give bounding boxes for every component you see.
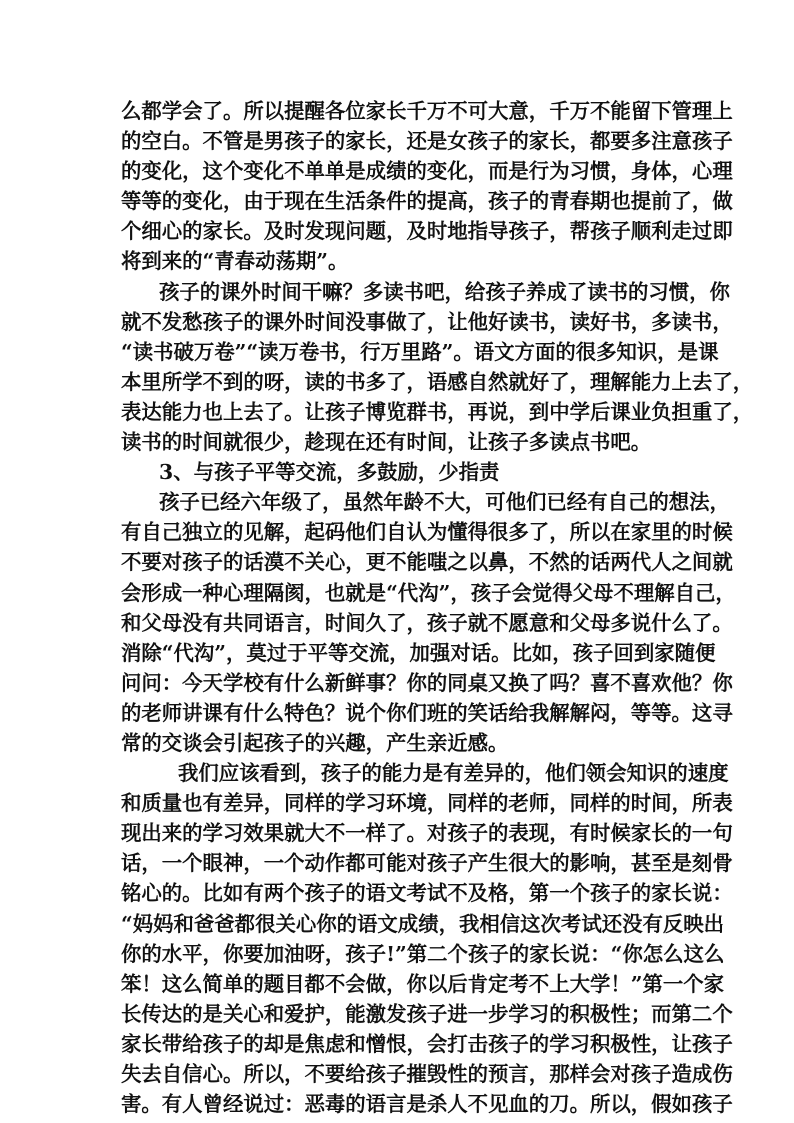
text-line: 本里所学不到的呀，读的书多了，语感自然就好了，理解能力上去了，: [121, 369, 754, 394]
text-line: 失去自信心。所以，不要给孩子摧毁性的预言，那样会对孩子造成伤: [121, 1062, 733, 1086]
text-line: “读书破万卷”“读万卷书，行万里路”。语文方面的很多知识，是课: [121, 339, 719, 364]
paragraph-first-line: 孩子的课外时间干嘛？多读书吧，给孩子养成了读书的习惯，你: [159, 279, 730, 304]
text-line: 不要对孩子的话漠不关心，更不能嗤之以鼻，不然的话两代人之间就: [121, 550, 733, 575]
section-heading: 3、与孩子平等交流，多鼓励，少指责: [159, 460, 500, 485]
text-line: “妈妈和爸爸都很关心你的语文成绩，我相信这次考试还没有反映出: [121, 911, 725, 936]
text-line: 和父母没有共同语言，时间久了，孩子就不愿意和父母多说什么了。: [121, 610, 733, 635]
text-line: 个细心的家长。及时发现问题，及时地指导孩子，帮孩子顺利走过即: [121, 219, 733, 244]
text-line: 笨！这么简单的题目都不会做，你以后肯定考不上大学！”第一个家: [121, 971, 725, 996]
text-line: 常的交谈会引起孩子的兴趣，产生亲近感。: [121, 730, 509, 755]
text-line: 就不发愁孩子的课外时间没事做了，让他好读书，读好书，多读书，: [121, 309, 733, 334]
text-line: 和质量也有差异，同样的学习环境，同样的老师，同样的时间，所表: [121, 791, 733, 816]
paragraph-first-line: 孩子已经六年级了，虽然年龄不大，可他们已经有自己的想法，: [159, 490, 730, 515]
text-line: 等等的变化，由于现在生活条件的提高，孩子的青春期也提前了，做: [121, 189, 733, 214]
paragraph-first-line: 我们应该看到，孩子的能力是有差异的，他们领会知识的速度: [178, 761, 729, 786]
text-line: 会形成一种心理隔阂，也就是“代沟”，孩子会觉得父母不理解自己，: [121, 580, 736, 605]
text-line: 将到来的“青春动荡期”。: [121, 249, 349, 274]
text-line: 铭心的。比如有两个孩子的语文考试不及格，第一个孩子的家长说：: [121, 881, 733, 906]
text-line: 表达能力也上去了。让孩子博览群书，再说，到中学后课业负担重了，: [121, 399, 754, 424]
text-line: 的老师讲课有什么特色？说个你们班的笑话给我解解闷，等等。这寻: [121, 700, 733, 725]
text-line: 长传达的是关心和爱护，能激发孩子进一步学习的积极性；而第二个: [121, 1001, 733, 1026]
text-line: 你的水平，你要加油呀，孩子!”第二个孩子的家长说：“你怎么这么: [121, 941, 725, 966]
text-line: 问问：今天学校有什么新鲜事？你的同桌又换了吗？喜不喜欢他？你: [121, 670, 733, 695]
text-line: 么都学会了。所以提醒各位家长千万不可大意，千万不能留下管理上: [121, 99, 733, 123]
text-line: 读书的时间就很少，趁现在还有时间，让孩子多读点书吧。: [121, 430, 652, 455]
body-text: [121, 96, 754, 1119]
text-line: 的变化，这个变化不单单是成绩的变化，而是行为习惯，身体，心理: [121, 159, 733, 184]
text-line: 害。有人曾经说过：恶毒的语言是杀人不见血的刀。所以，假如孩子: [121, 1092, 733, 1117]
text-line: 有自己独立的见解，起码他们自认为懂得很多了，所以在家里的时候: [121, 520, 733, 545]
text-line: 消除“代沟”，莫过于平等交流，加强对话。比如，孩子回到家随便: [121, 640, 716, 665]
text-line: 的空白。不管是男孩子的家长，还是女孩子的家长，都要多注意孩子: [121, 129, 733, 154]
text-line: 现出来的学习效果就大不一样了。对孩子的表现，有时候家长的一句: [121, 821, 733, 846]
text-line: 话，一个眼神，一个动作都可能对孩子产生很大的影响，甚至是刻骨: [121, 851, 733, 876]
text-line: 家长带给孩子的却是焦虑和憎恨，会打击孩子的学习积极性，让孩子: [121, 1031, 733, 1056]
